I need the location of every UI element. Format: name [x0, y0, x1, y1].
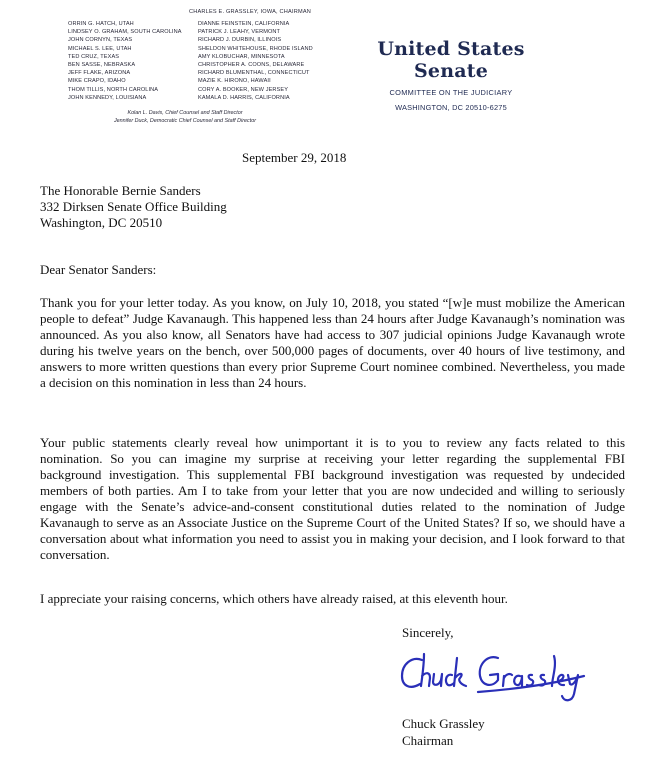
handwritten-signature	[394, 646, 594, 706]
member-name: SHELDON WHITEHOUSE, RHODE ISLAND	[198, 45, 313, 52]
committee-chairman: CHARLES E. GRASSLEY, IOWA, CHAIRMAN	[188, 9, 311, 15]
member-name: AMY KLOBUCHAR, MINNESOTA	[198, 53, 285, 60]
member-name: JOHN CORNYN, TEXAS	[68, 37, 133, 44]
member-name: MAZIE K. HIRONO, HAWAII	[198, 78, 271, 85]
recipient-address-line: Washington, DC 20510	[40, 215, 163, 230]
closing: Sincerely,	[402, 625, 454, 640]
member-name: KAMALA D. HARRIS, CALIFORNIA	[198, 94, 290, 101]
member-name: PATRICK J. LEAHY, VERMONT	[198, 29, 281, 36]
majority-members-list	[68, 20, 182, 102]
committee-name: COMMITTEE ON THE JUDICIARY	[389, 88, 513, 97]
body-paragraph: Thank you for your letter today. As you know, on July 10, 2018, you stated “[w]e must mobilize the American people to defeat” Judge Kavanaugh. This happened less than 24 hours after Judge Kavanaugh’s nomination was announced. As you also know, all Senators have had access to 307 judicial opinions Judge Kavanaugh wrote during his twelve years on the bench, over 500,000 pages of documents, over 40 hours of live testimony, and answers to more written questions than every prior Supreme Court nominee combined. Nevertheless, you made a decision on this nomination in less than 24 hours.	[40, 295, 625, 390]
member-name: CORY A. BOOKER, NEW JERSEY	[198, 86, 289, 93]
member-name: MIKE CRAPO, IDAHO	[68, 78, 126, 85]
member-name: JOHN KENNEDY, LOUISIANA	[68, 94, 147, 101]
member-name: TED CRUZ, TEXAS	[68, 53, 120, 60]
member-name: DIANNE FEINSTEIN, CALIFORNIA	[198, 21, 290, 27]
body-paragraph: Your public statements clearly reveal how unimportant it is to you to review any facts related to this nomination. So you can imagine my surprise at receiving your letter regarding the supplemental FBI background investigation. This supplemental FBI background investigation was requested by undecided members of both parties. Am I to take from your letter that you are now undecided and willing to seriously engage with the Senate’s advice-and-consent constitutional duties related to the nomination of Judge Kavanaugh to serve as an Associate Justice on the Supreme Court of the United States? If so, we should have a conversation about what information you need to assist you in making your decision, and I look forward to that conversation.	[40, 435, 625, 562]
member-name: THOM TILLIS, NORTH CAROLINA	[68, 86, 159, 93]
committee-address: WASHINGTON, DC 20510-6275	[395, 103, 507, 112]
member-name: JEFF FLAKE, ARIZONA	[68, 70, 131, 77]
senate-letterhead-block	[360, 38, 542, 112]
body-paragraph: I appreciate your raising concerns, which others have already raised, at this eleventh hour.	[40, 591, 508, 606]
member-name: LINDSEY O. GRAHAM, SOUTH CAROLINA	[68, 29, 182, 36]
member-name: RICHARD BLUMENTHAL, CONNECTICUT	[198, 70, 310, 77]
letter-date: September 29, 2018	[242, 150, 347, 165]
recipient-address	[40, 183, 227, 231]
signer-title: Chairman	[402, 733, 454, 748]
member-name: MICHAEL S. LEE, UTAH	[68, 45, 132, 52]
member-name: CHRISTOPHER A. COONS, DELAWARE	[198, 62, 305, 69]
member-name: BEN SASSE, NEBRASKA	[68, 62, 136, 69]
democratic-chief-counsel: Jennifer Duck, Democratic Chief Counsel and Staff Director	[113, 118, 256, 124]
signer-name: Chuck Grassley	[402, 716, 485, 731]
member-name: ORRIN G. HATCH, UTAH	[68, 21, 134, 27]
recipient-address-line: 332 Dirksen Senate Office Building	[40, 199, 227, 214]
recipient-name: The Honorable Bernie Sanders	[40, 183, 201, 198]
salutation: Dear Senator Sanders:	[40, 262, 157, 277]
minority-members-list	[198, 20, 313, 102]
chief-counsel: Kolan L. Davis, Chief Counsel and Staff Director	[127, 110, 243, 116]
member-name: RICHARD J. DURBIN, ILLINOIS	[198, 37, 282, 44]
senate-title: United States Senate	[377, 38, 525, 82]
